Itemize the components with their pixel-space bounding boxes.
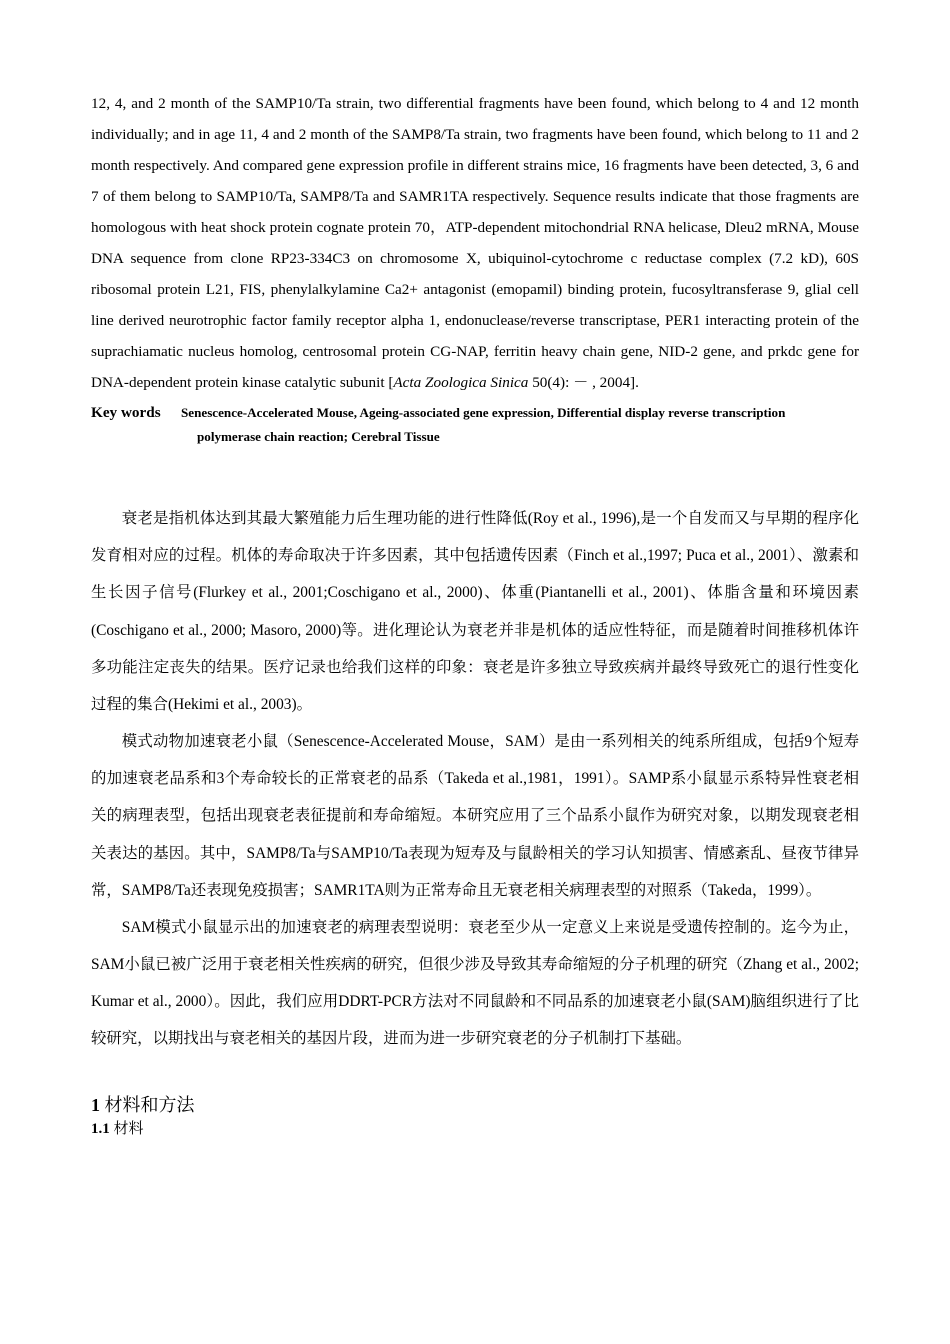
keywords-label: Key words: [91, 404, 161, 421]
section-number: 1: [91, 1094, 100, 1115]
citation-tail: 50(4): － , 2004].: [528, 374, 639, 391]
keywords: [91, 401, 859, 449]
intro-paragraph-3: SAM模式小鼠显示出的加速衰老的病理表型说明：衰老至少从一定意义上来说是受遗传控制的。迄今为止，SAM小鼠已被广泛用于衰老相关性疾病的研究，但很少涉及导致其寿命缩短的分子机理的研究（Zhang et al., 2002; Kumar et al., 2000）。因此，我们应用DDRT-PCR方法对不同鼠龄和不同品系的加速衰老小鼠(SAM)脑组织进行了比较研究，以期找出与衰老相关的基因片段，进而为进一步研究衰老的分子机制打下基础。: [91, 918, 860, 1048]
section-heading-materials-methods: [91, 1093, 859, 1117]
paper-page: [91, 88, 859, 1140]
subsection-title: 材料: [109, 1120, 144, 1137]
section-title: 材料和方法: [100, 1094, 195, 1115]
journal-name: Acta Zoologica Sinica: [393, 374, 529, 391]
subsection-number: 1.1: [91, 1120, 110, 1137]
introduction: [91, 500, 859, 1058]
intro-paragraph-2: 模式动物加速衰老小鼠（Senescence-Accelerated Mouse，SAM）是由一系列相关的纯系所组成，包括9个短寿的加速衰老品系和3个寿命较长的正常衰老的品系（Takeda et al.,1981，1991）。SAMP系小鼠显示系特异性衰老相关的病理表型，包括出现衰老表征提前和寿命缩短。本研究应用了三个品系小鼠作为研究对象，以期发现衰老相关表达的基因。其中，SAMP8/Ta与SAMP10/Ta表现为短寿及与鼠龄相关的学习认知损害、情感紊乱、昼夜节律异常，SAMP8/Ta还表现免疫损害；SAMR1TA则为正常寿命且无衰老相关病理表型的对照系（Takeda，1999）。: [91, 733, 859, 899]
keywords-line-1: Senescence-Accelerated Mouse, Ageing-associated gene expression, Differential display reverse transcription: [181, 405, 786, 420]
subsection-heading-materials: [91, 1118, 859, 1140]
keywords-line-2: polymerase chain reaction; Cerebral Tissue: [197, 429, 440, 444]
keywords-text: [181, 401, 785, 449]
intro-paragraph-1: 衰老是指机体达到其最大繁殖能力后生理功能的进行性降低(Roy et al., 1996),是一个自发而又与早期的程序化发育相对应的过程。机体的寿命取决于许多因素，其中包括遗传因素（Finch et al.,1997; Puca et al., 2001）、激素和生长因子信号(Flurkey et al., 2001;Coschigano et al., 2000)、体重(Piantanelli et al., 2001)、体脂含量和环境因素(Coschigano et al., 2000; Masoro, 2000)等。进化理论认为衰老并非是机体的适应性特征，而是随着时间推移机体许多功能注定丧失的结果。医疗记录也给我们这样的印象：衰老是许多独立导致疾病并最终导致死亡的退行性变化过程的集合(Hekimi et al., 2003)。: [91, 510, 859, 714]
abstract-text: 12, 4, and 2 month of the SAMP10/Ta strain, two differential fragments have been found, which belong to 4 and 12 month individually; and in age 11, 4 and 2 month of the SAMP8/Ta strain, two fragments have been found, which belong to 11 and 2 month respectively. And compared gene expression profile in different strains mice, 16 fragments have been detected, 3, 6 and 7 of them belong to SAMP10/Ta, SAMP8/Ta and SAMR1TA respectively. Sequence results indicate that those fragments are homologous with heat shock protein cognate protein 70，ATP-dependent mitochondrial RNA helicase, Dleu2 mRNA, Mouse DNA sequence from clone RP23-334C3 on chromosome X, ubiquinol-cytochrome c reductase complex (7.2 kD), 60S ribosomal protein L21, FIS, phenylalkylamine Ca2+ antagonist (emopamil) binding protein, fucosyltransferase 9, glial cell line derived neurotrophic factor family receptor alpha 1, endonuclease/reverse transcriptase, PER1 interacting protein of the suprachiamatic nucleus homolog, centrosomal protein CG-NAP, ferritin heavy chain gene, NID-2 gene, and prkdc gene for DNA-dependent protein kinase catalytic subunit [: [91, 95, 859, 391]
english-abstract: [91, 88, 859, 398]
